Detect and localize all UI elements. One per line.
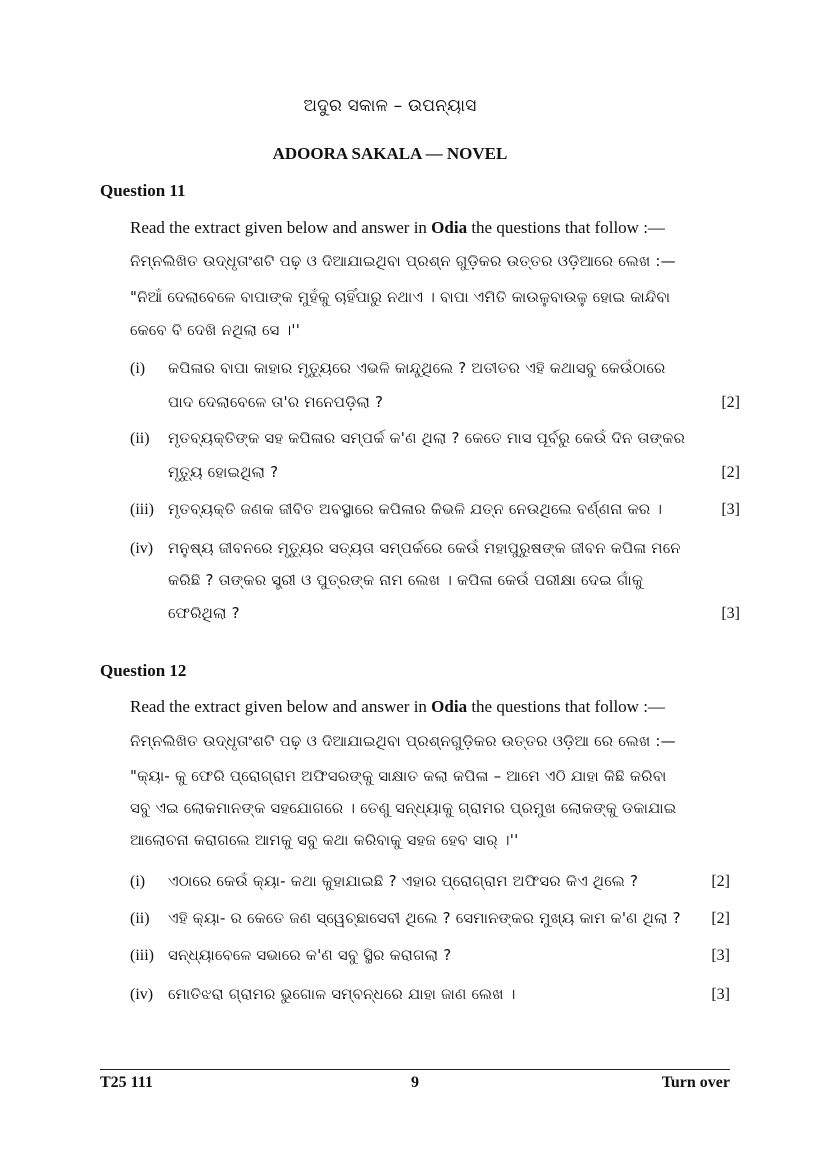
q12-instruction: Read the extract given below and answer in Odia the questions that follow :— bbox=[130, 697, 665, 716]
q12-instruction-odia: ନିମ୍ନଲିଖିତ ଉଦ୍ଧୃତାଂଶଟି ପଢ଼ ଓ ଦିଆଯାଇଥିବା ପ୍ରଶ୍ନଗୁଡ଼ିକର ଉତ୍ତର ଓଡ଼ିଆ ରେ ଲେଖ :— bbox=[130, 732, 676, 750]
q11-item-text: ମୃତ୍ୟୁ ହୋଇଥିଲା ? bbox=[168, 463, 279, 481]
q11-instruction: Read the extract given below and answer in Odia the questions that follow :— bbox=[130, 218, 665, 237]
q11-item-text: ଫେରିଥିଲା ? bbox=[168, 604, 240, 622]
q11-item-text: କପିଳାର ବାପା କାହାର ମୃତ୍ୟୁରେ ଏଭଳି କାନ୍ଦୁଥିଲେ ? ଅତୀତର ଏହି କଥାସବୁ କେଉଁଠାରେ bbox=[168, 359, 666, 377]
page-number: 9 bbox=[411, 1074, 419, 1091]
q11-item-text: ମନୁଷ୍ୟ ଜୀବନରେ ମୃତ୍ୟୁର ସତ୍ୟତା ସମ୍ପର୍କରେ କେଉଁ ମହାପୁରୁଷଙ୍କ ଜୀବନ କପିଳା ମନେ bbox=[168, 539, 681, 557]
q11-item-number: (i) bbox=[130, 360, 146, 377]
footer-rule bbox=[100, 1069, 730, 1070]
question-12-heading: Question 12 bbox=[100, 661, 187, 680]
q11-item-text: ପାଦ ଦେଲାବେଳେ ତା'ର ମନେପଡ଼ିଲା ? bbox=[168, 393, 384, 411]
q12-item-marks: [3] bbox=[711, 986, 730, 1003]
q12-extract-line-1: "କ୍ୟା- କୁ ଫେରି ପ୍ରୋଗ୍ରାମ ଅଫିସରଙ୍କୁ ସାକ୍ଷାତ କଲା କପିଳା – ଆମେ ଏଠି ଯାହା କିଛି କରିବା bbox=[130, 767, 667, 785]
q11-item-marks: [3] bbox=[721, 605, 740, 622]
q12-item-text: ଏହି କ୍ୟା- ର କେତେ ଜଣ ସ୍ୱେଚ୍ଛାସେବୀ ଥିଲେ ? ସେମାନଙ୍କର ମୁଖ୍ୟ କାମ କ'ଣ ଥିଲା ? bbox=[168, 909, 681, 927]
q12-extract-line-3: ଆଲୋଚନା କରାଗଲେ ଆମକୁ ସବୁ କଥା କରିବାକୁ ସହଜ ହେବ ସାର୍ ।'' bbox=[130, 831, 519, 849]
q11-instruction-odia: ନିମ୍ନଲିଖିତ ଉଦ୍ଧୃତାଂଶଟି ପଢ଼ ଓ ଦିଆଯାଇଥିବା ପ୍ରଶ୍ନ ଗୁଡ଼ିକର ଉତ୍ତର ଓଡ଼ିଆରେ ଲେଖ :— bbox=[130, 252, 676, 270]
q11-item-text: ମୃତବ୍ୟକ୍ତିଙ୍କ ସହ କପିଳାର ସମ୍ପର୍କ କ'ଣ ଥିଲା ? କେତେ ମାସ ପୂର୍ବରୁ କେଉଁ ଦିନ ତାଙ୍କର bbox=[168, 429, 686, 447]
q11-item-marks: [2] bbox=[721, 394, 740, 411]
q12-item-marks: [3] bbox=[711, 947, 730, 964]
q12-item-text: ସନ୍ଧ୍ୟାବେଳେ ସଭାରେ କ'ଣ ସବୁ ସ୍ଥିର କରାଗଲା ? bbox=[168, 946, 452, 964]
q12-extract-line-2: ସବୁ ଏଇ ଲୋକମାନଙ୍କ ସହଯୋଗରେ । ତେଣୁ ସନ୍ଧ୍ୟାକୁ ଗ୍ରାମର ପ୍ରମୁଖ ଲୋକଙ୍କୁ ଡକାଯାଇ bbox=[130, 799, 677, 817]
q11-item-text: ମୃତବ୍ୟକ୍ତି ଜଣକ ଜୀବିତ ଅବସ୍ଥାରେ କପିଳାର କିଭଳି ଯତ୍ନ ନେଉଥିଲେ ବର୍ଣ୍ଣନା କର । bbox=[168, 500, 663, 518]
q12-item-number: (i) bbox=[130, 873, 146, 890]
section-title-odia: ଅଦୁର ସକାଳ – ଉପନ୍ୟାସ bbox=[303, 96, 477, 116]
q12-item-marks: [2] bbox=[711, 873, 730, 890]
q11-item-number: (ii) bbox=[130, 430, 150, 447]
turn-over: Turn over bbox=[661, 1074, 730, 1091]
section-title: ADOORA SAKALA — NOVEL bbox=[272, 144, 508, 163]
q11-item-marks: [2] bbox=[721, 464, 740, 481]
q11-item-number: (iv) bbox=[130, 540, 154, 557]
q12-item-text: ମୋତିଝରା ଗ୍ରାମର ଭୁଗୋଳ ସମ୍ବନ୍ଧରେ ଯାହା ଜାଣ ଲେଖ । bbox=[168, 985, 516, 1003]
q12-item-number: (ii) bbox=[130, 910, 150, 927]
paper-code: T25 111 bbox=[100, 1074, 153, 1091]
q11-item-text: କରିଛି ? ତାଙ୍କର ସ୍ତ୍ରୀ ଓ ପୁତ୍ରଙ୍କ ନାମ ଲେଖ । କପିଳା କେଉଁ ପରୀକ୍ଷା ଦେଇ ଗାଁକୁ bbox=[168, 571, 644, 589]
q11-item-marks: [3] bbox=[721, 501, 740, 518]
q12-item-number: (iv) bbox=[130, 986, 154, 1003]
question-11-heading: Question 11 bbox=[100, 181, 186, 200]
q12-item-text: ଏଠାରେ କେଉଁ କ୍ୟା- କଥା କୁହାଯାଇଛି ? ଏହାର ପ୍ରୋଗ୍ରାମ ଅଫିସର କିଏ ଥିଲେ ? bbox=[168, 872, 639, 890]
q11-extract-line-2: କେବେ ବି ଦେଖି ନଥିଲା ସେ ।'' bbox=[130, 321, 301, 339]
q12-item-number: (iii) bbox=[130, 947, 154, 964]
q11-item-number: (iii) bbox=[130, 501, 154, 518]
q12-item-marks: [2] bbox=[711, 910, 730, 927]
q11-extract-line-1: "ନିଆଁ ଦେଲାବେଳେ ବାପାଙ୍କ ମୁହଁକୁ ଚାହିଁପାରୁ ନଥାଏ । ବାପା ଏମିତି କାଉଳୁବାଉଳୁ ହୋଇ କାନ୍ଦିବା bbox=[130, 288, 671, 306]
